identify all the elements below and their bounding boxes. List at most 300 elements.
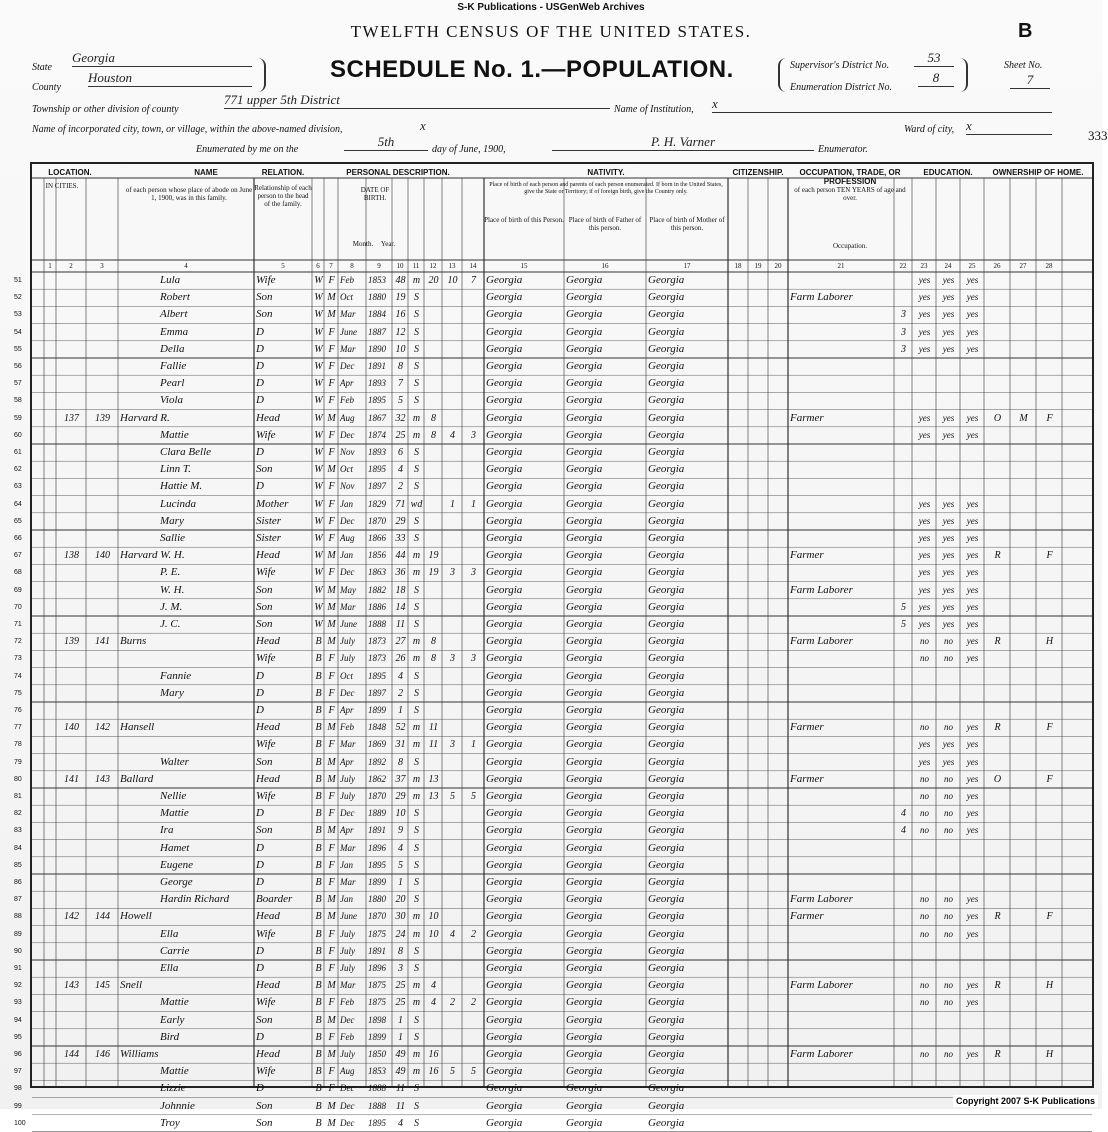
cell-occupation xyxy=(790,685,893,702)
cell-occupation xyxy=(790,994,893,1011)
cell-children xyxy=(444,822,461,839)
cell-family xyxy=(88,427,117,444)
cell-write xyxy=(938,874,959,891)
line-number: 71 xyxy=(14,621,22,628)
cell-mother: Georgia xyxy=(648,721,685,734)
cell-living xyxy=(464,633,483,650)
cell-sex: F xyxy=(328,447,335,458)
cell-family: 141 xyxy=(95,636,110,648)
cell-mother: Georgia xyxy=(648,927,685,940)
group-location: LOCATION. xyxy=(48,168,92,177)
cell-english: yes xyxy=(966,619,979,629)
column-number: 4 xyxy=(184,262,188,270)
cell-relation: Son xyxy=(256,755,273,768)
cell-year: 1862 xyxy=(368,773,386,784)
cell-free xyxy=(1012,530,1035,547)
cell-write: yes xyxy=(942,739,955,750)
cell-sex: F xyxy=(328,1066,335,1078)
cell-children xyxy=(444,633,461,650)
cell-dwelling xyxy=(58,702,85,719)
page-number: 333 xyxy=(1088,128,1108,143)
column-number: 21 xyxy=(837,262,845,270)
cell-color: B xyxy=(315,705,322,716)
cell-family xyxy=(88,1098,117,1115)
cell-school xyxy=(896,444,911,461)
cell-school xyxy=(896,272,911,289)
cell-children xyxy=(444,719,461,736)
cell-english xyxy=(962,1063,983,1080)
cell-dwelling xyxy=(58,788,85,805)
cell-name: Hansell xyxy=(120,721,155,734)
cell-age: 18 xyxy=(395,584,406,596)
cell-year: 1898 xyxy=(368,1014,386,1025)
cell-mother: Georgia xyxy=(648,377,685,390)
cell-age: 2 xyxy=(398,481,403,493)
cell-marital: S xyxy=(414,378,419,390)
cell-marital: m xyxy=(412,275,421,286)
cell-sex: F xyxy=(328,877,335,888)
cell-school: 5 xyxy=(901,619,906,630)
group-nativity: NATIVITY. xyxy=(587,168,625,177)
cell-relation: Son xyxy=(256,1116,273,1129)
cell-year: 1892 xyxy=(368,756,386,767)
birth-father-header: Place of birth of Father of this person. xyxy=(568,216,642,232)
cell-father: Georgia xyxy=(566,979,603,992)
line-number: 51 xyxy=(14,277,22,284)
cell-family xyxy=(88,1029,117,1046)
cell-free xyxy=(1012,840,1035,857)
cell-age: 8 xyxy=(398,945,403,957)
supervisor-value: 53 xyxy=(914,50,954,67)
cell-school xyxy=(896,392,911,409)
line-number: 64 xyxy=(14,500,22,508)
cell-farm xyxy=(1038,857,1061,874)
cell-english xyxy=(962,685,983,702)
cell-farm xyxy=(1038,496,1061,513)
cell-years-married xyxy=(426,891,441,908)
cell-name: Harvard R. xyxy=(120,411,170,424)
cell-marital: m xyxy=(412,1049,421,1060)
column-number: 26 xyxy=(993,262,1001,270)
cell-write xyxy=(938,960,959,977)
cell-name: Sallie xyxy=(160,532,186,544)
cell-father: Georgia xyxy=(566,600,603,613)
cell-occupation: Farmer xyxy=(790,721,824,734)
cell-name: Hamet xyxy=(160,841,190,854)
cell-age: 4 xyxy=(398,1117,403,1129)
cell-free xyxy=(1012,702,1035,719)
cell-english xyxy=(962,874,983,891)
cell-free xyxy=(1012,960,1035,977)
cell-sex: F xyxy=(328,326,335,338)
cell-sex: F xyxy=(328,1083,335,1095)
cell-month: June xyxy=(340,619,357,629)
cell-relation: D xyxy=(256,704,264,716)
cell-mother: Georgia xyxy=(648,446,685,458)
table-row xyxy=(14,994,1092,1011)
cell-write: yes xyxy=(942,567,955,578)
cell-father: Georgia xyxy=(566,669,603,682)
cell-owned xyxy=(986,994,1009,1011)
cell-living xyxy=(464,375,483,392)
cell-name: Linn T. xyxy=(160,463,191,476)
cell-owned xyxy=(986,461,1009,478)
cell-read: yes xyxy=(918,326,931,337)
cell-farm xyxy=(1038,822,1061,839)
cell-month: June xyxy=(340,326,357,337)
cell-name: Ballard xyxy=(120,772,154,785)
cell-mother: Georgia xyxy=(648,686,685,699)
cell-father: Georgia xyxy=(566,377,603,390)
cell-owned: R xyxy=(994,636,1001,648)
cell-free xyxy=(1012,1029,1035,1046)
cell-name: Burns xyxy=(120,635,147,648)
cell-occupation xyxy=(790,1115,893,1132)
cell-color: W xyxy=(314,378,323,390)
cell-sex: F xyxy=(328,963,335,974)
cell-age: 4 xyxy=(398,842,403,854)
cell-owned xyxy=(986,616,1009,633)
cell-name: George xyxy=(160,876,193,888)
cell-free xyxy=(1012,358,1035,375)
line-number: 66 xyxy=(14,535,22,542)
line-number: 63 xyxy=(14,483,22,491)
cell-family xyxy=(88,857,117,874)
cell-school xyxy=(896,410,911,427)
cell-birth: Georgia xyxy=(486,1082,523,1095)
line-number: 70 xyxy=(14,603,22,611)
cell-family xyxy=(88,1115,117,1132)
cell-marital: S xyxy=(414,515,419,527)
cell-age: 29 xyxy=(395,791,406,802)
cell-family: 143 xyxy=(95,773,110,785)
cell-children xyxy=(444,478,461,495)
cell-family xyxy=(88,685,117,702)
cell-read: yes xyxy=(918,739,931,750)
cell-write: no xyxy=(944,1049,953,1059)
cell-father: Georgia xyxy=(566,1082,603,1095)
cell-read xyxy=(914,840,935,857)
cell-school xyxy=(896,650,911,667)
cell-free xyxy=(1012,478,1035,495)
line-number: 92 xyxy=(14,982,22,990)
cell-father: Georgia xyxy=(566,342,603,355)
cell-marital: S xyxy=(414,1083,419,1095)
cell-free xyxy=(1012,874,1035,891)
table-row xyxy=(14,1012,1092,1029)
cell-sex: M xyxy=(327,756,336,768)
cell-year: 1888 xyxy=(368,1083,386,1094)
cell-farm xyxy=(1038,943,1061,960)
cell-dwelling xyxy=(58,805,85,822)
cell-family xyxy=(88,805,117,822)
line-number: 69 xyxy=(14,586,22,594)
cell-read: yes xyxy=(918,343,931,354)
cell-english: yes xyxy=(966,343,979,354)
copyright-notice: Copyright 2007 S-K Publications xyxy=(953,1095,1098,1107)
cell-age: 5 xyxy=(398,395,403,407)
cell-year: 1866 xyxy=(368,533,386,543)
cell-month: Mar xyxy=(340,309,356,320)
cell-age: 30 xyxy=(395,911,406,923)
cell-birth: Georgia xyxy=(486,618,523,630)
cell-english: yes xyxy=(966,722,979,733)
cell-father: Georgia xyxy=(566,514,603,527)
cell-living: 5 xyxy=(471,1066,476,1078)
cell-years-married: 10 xyxy=(428,928,439,940)
cell-occupation: Farmer xyxy=(790,411,824,424)
table-row xyxy=(14,599,1092,616)
cell-write xyxy=(938,1012,959,1029)
cell-free: M xyxy=(1019,412,1028,424)
cell-name: Carrie xyxy=(160,944,190,957)
cell-years-married xyxy=(426,1012,441,1029)
cell-children: 4 xyxy=(450,928,455,940)
cell-dwelling: 139 xyxy=(64,636,79,648)
cell-dwelling xyxy=(58,1063,85,1080)
table-row xyxy=(14,272,1092,289)
cell-name: Emma xyxy=(160,325,189,338)
cell-english: yes xyxy=(966,292,979,303)
cell-month: Feb xyxy=(340,997,354,1008)
cell-month: Apr xyxy=(340,705,354,715)
cell-relation: Wife xyxy=(256,274,276,286)
cell-dwelling xyxy=(58,496,85,513)
cell-read xyxy=(914,1098,935,1115)
group-occupation: OCCUPATION, TRADE, OR PROFESSION xyxy=(799,168,901,186)
cell-school xyxy=(896,736,911,753)
cell-years-married: 8 xyxy=(431,412,436,424)
cell-age: 16 xyxy=(395,309,406,321)
cell-marital: m xyxy=(412,980,421,992)
cell-color: W xyxy=(314,412,323,424)
cell-birth: Georgia xyxy=(486,807,523,820)
cell-family xyxy=(88,392,117,409)
cell-farm: H xyxy=(1045,980,1054,992)
cell-color: B xyxy=(315,722,322,734)
table-row xyxy=(14,324,1092,341)
cell-month: May xyxy=(340,584,356,595)
table-row xyxy=(14,685,1092,702)
cell-name: Albert xyxy=(160,308,188,321)
cell-school xyxy=(896,513,911,530)
cell-occupation: Farmer xyxy=(790,772,824,785)
cell-year: 1895 xyxy=(368,859,386,870)
cell-read xyxy=(914,874,935,891)
cell-dwelling: 143 xyxy=(64,980,79,992)
cell-family: 146 xyxy=(95,1049,110,1060)
cell-occupation xyxy=(790,427,893,444)
cell-sex: M xyxy=(327,980,336,992)
cell-living xyxy=(464,289,483,306)
group-education: EDUCATION. xyxy=(923,168,973,177)
cell-owned xyxy=(986,943,1009,960)
cell-age: 31 xyxy=(395,739,406,751)
cell-color: B xyxy=(315,756,322,768)
cell-color: W xyxy=(314,326,323,338)
cell-age: 1 xyxy=(398,1014,403,1026)
cell-color: W xyxy=(314,584,323,596)
cell-owned xyxy=(986,496,1009,513)
cell-father: Georgia xyxy=(566,841,603,854)
cell-years-married xyxy=(426,702,441,719)
cell-living xyxy=(464,1012,483,1029)
cell-age: 71 xyxy=(395,498,406,510)
cell-farm xyxy=(1038,599,1061,616)
cell-years-married xyxy=(426,461,441,478)
cell-father: Georgia xyxy=(566,618,603,630)
cell-name: J. M. xyxy=(160,600,183,613)
cell-owned xyxy=(986,650,1009,667)
cell-years-married xyxy=(426,685,441,702)
line-number: 65 xyxy=(14,517,22,525)
table-row xyxy=(14,375,1092,392)
cell-school xyxy=(896,908,911,925)
cell-relation: D xyxy=(256,944,264,957)
enumerated-day: 5th xyxy=(344,134,428,151)
table-row xyxy=(14,771,1092,788)
cell-color: B xyxy=(315,1049,322,1060)
cell-name: Pearl xyxy=(160,377,185,390)
cell-mother: Georgia xyxy=(648,1030,685,1043)
cell-school xyxy=(896,719,911,736)
cell-children: 10 xyxy=(447,275,458,286)
cell-mother: Georgia xyxy=(648,600,685,613)
cell-living xyxy=(464,668,483,685)
cell-color: B xyxy=(315,653,322,665)
cell-farm xyxy=(1038,994,1061,1011)
cell-mother: Georgia xyxy=(648,910,685,923)
line-number: 97 xyxy=(14,1068,22,1076)
table-row xyxy=(14,977,1092,994)
cell-read: yes xyxy=(918,498,931,509)
institution-value: x xyxy=(712,96,1052,113)
cell-living xyxy=(464,341,483,358)
cell-color: B xyxy=(315,791,322,802)
line-number: 56 xyxy=(14,363,22,370)
cell-birth: Georgia xyxy=(486,1099,523,1112)
column-number: 11 xyxy=(412,262,420,270)
cell-english xyxy=(962,375,983,392)
cell-year: 1897 xyxy=(368,481,386,492)
line-number: 52 xyxy=(14,294,22,302)
cell-read xyxy=(914,478,935,495)
cell-name: Troy xyxy=(160,1116,180,1129)
cell-name: Bird xyxy=(160,1030,180,1043)
cell-write: no xyxy=(944,894,953,905)
group-name: NAME xyxy=(194,168,218,177)
cell-read: no xyxy=(920,791,929,801)
cell-living: 2 xyxy=(471,928,476,940)
cell-month: Aug xyxy=(340,533,355,543)
cell-write xyxy=(938,668,959,685)
table-row xyxy=(14,1063,1092,1080)
cell-occupation xyxy=(790,1012,893,1029)
column-number: 20 xyxy=(774,262,782,270)
line-number: 72 xyxy=(14,638,22,646)
state-value: Georgia xyxy=(72,50,252,67)
cell-age: 49 xyxy=(395,1049,406,1060)
cell-english: yes xyxy=(966,636,979,647)
cell-month: Oct xyxy=(340,464,353,475)
cell-dwelling xyxy=(58,1029,85,1046)
left-brace xyxy=(256,58,266,92)
cell-birth: Georgia xyxy=(486,394,523,407)
cell-school xyxy=(896,1098,911,1115)
cell-school: 4 xyxy=(901,825,906,837)
cell-family xyxy=(88,324,117,341)
line-number: 93 xyxy=(14,999,22,1007)
cell-read xyxy=(914,857,935,874)
cell-free xyxy=(1012,427,1035,444)
cell-year: 1895 xyxy=(368,395,386,406)
cell-mother: Georgia xyxy=(648,618,685,630)
cell-read xyxy=(914,358,935,375)
cell-father: Georgia xyxy=(566,497,603,510)
column-number: 18 xyxy=(734,262,742,270)
cell-living xyxy=(464,977,483,994)
cell-sex: F xyxy=(328,429,335,441)
supervisor-label: Supervisor's District No. xyxy=(790,60,890,71)
cell-year: 1889 xyxy=(368,808,386,819)
cell-age: 11 xyxy=(395,1100,406,1112)
cell-name: W. H. xyxy=(160,583,185,596)
institution-label: Name of Institution, xyxy=(614,104,694,115)
cell-mother: Georgia xyxy=(648,1099,685,1112)
column-number: 2 xyxy=(69,262,73,270)
cell-write: yes xyxy=(942,412,955,423)
cell-birth: Georgia xyxy=(486,377,523,390)
cell-english: yes xyxy=(966,808,979,819)
cell-occupation xyxy=(790,822,893,839)
cell-birth: Georgia xyxy=(486,755,523,768)
cell-farm xyxy=(1038,564,1061,581)
cell-mother: Georgia xyxy=(648,1116,685,1129)
cell-year: 1870 xyxy=(368,791,386,801)
cell-free xyxy=(1012,633,1035,650)
cell-name: Nellie xyxy=(160,790,187,802)
cell-years-married: 4 xyxy=(431,997,436,1009)
cell-english xyxy=(962,478,983,495)
line-number: 82 xyxy=(14,810,22,818)
cell-relation: D xyxy=(256,858,264,871)
cell-living: 5 xyxy=(471,791,476,802)
cell-free xyxy=(1012,1012,1035,1029)
cell-years-married xyxy=(426,1080,441,1097)
cell-occupation xyxy=(790,599,893,616)
cell-owned xyxy=(986,668,1009,685)
table-row xyxy=(14,650,1092,667)
cell-farm xyxy=(1038,272,1061,289)
cell-living xyxy=(464,392,483,409)
cell-years-married: 11 xyxy=(428,722,439,734)
cell-mother: Georgia xyxy=(648,394,685,407)
cell-dwelling xyxy=(58,272,85,289)
cell-relation: D xyxy=(256,841,264,854)
cell-birth: Georgia xyxy=(486,463,523,476)
cell-owned xyxy=(986,306,1009,323)
cell-dwelling xyxy=(58,891,85,908)
table-row xyxy=(14,564,1092,581)
column-number: 5 xyxy=(281,262,285,270)
cell-write: yes xyxy=(942,533,955,543)
cell-write: no xyxy=(944,791,953,801)
cell-mother: Georgia xyxy=(648,583,685,596)
cell-school xyxy=(896,685,911,702)
cell-birth: Georgia xyxy=(486,446,523,458)
cell-year: 1870 xyxy=(368,911,386,922)
cell-family xyxy=(88,668,117,685)
